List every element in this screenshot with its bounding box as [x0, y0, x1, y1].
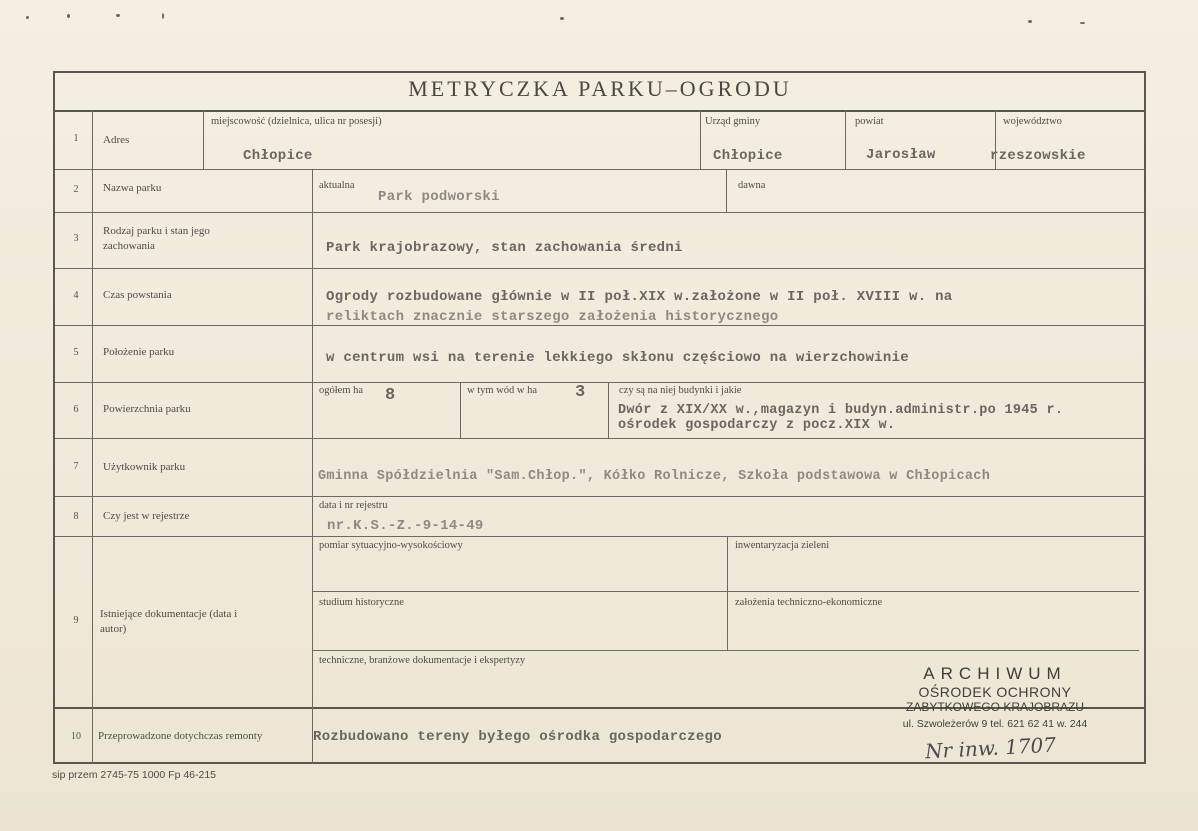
row-number: 3	[73, 233, 79, 244]
row-label-park-type: Rodzaj parku i stan jego zachowania	[103, 225, 210, 252]
current-name-label: aktualna	[319, 180, 355, 191]
row-label-origin: Czas powstania	[103, 289, 172, 301]
col-divider	[727, 536, 728, 650]
water-area-value: 3	[575, 383, 586, 402]
ink-speck	[116, 14, 120, 17]
locality-label: miejscowość (dzielnica, ulica nr posesji)	[211, 116, 382, 127]
ink-speck	[26, 16, 29, 19]
col-divider	[608, 382, 609, 438]
archive-stamp	[880, 664, 1110, 730]
docs-divider	[312, 591, 1139, 592]
row-number: 8	[73, 511, 79, 522]
buildings-value-continued: ośrodek gospodarczy z pocz.XIX w.	[618, 418, 896, 433]
total-area-label: ogółem ha	[319, 385, 364, 396]
row-label-address: Adres	[103, 134, 130, 146]
row-label-user: Użytkownik parku	[103, 461, 186, 473]
park-user-value: Gminna Spółdzielnia "Sam.Chłop.", Kółko Rolnicze, Szkoła podstawowa w Chłopicach	[318, 469, 991, 484]
col-divider	[700, 110, 701, 169]
row-divider	[55, 169, 1145, 170]
col-divider	[203, 110, 204, 169]
row-label-location: Położenie parku	[103, 346, 175, 358]
col-divider	[312, 169, 313, 764]
gmina-label: Urząd gminy	[705, 116, 761, 127]
register-label: data i nr rejestru	[319, 500, 388, 511]
row-label-repairs: Przeprowadzone dotychczas remonty	[98, 730, 263, 742]
powiat-value: Jarosław	[866, 147, 936, 163]
green-inventory-label: inwentaryzacja zieleni	[735, 540, 830, 551]
row-number: 6	[73, 404, 79, 415]
col-divider	[460, 382, 461, 438]
powiat-label: powiat	[855, 116, 884, 127]
ink-speck	[560, 17, 564, 20]
survey-doc-label: pomiar sytuacyjno-wysokościowy	[319, 540, 463, 551]
row-number: 10	[71, 731, 81, 742]
repairs-value: Rozbudowano tereny byłego ośrodka gospodarczego	[313, 729, 722, 745]
stamp-line-landscape: ZABYTKOWEGO KRAJOBRAZU	[905, 700, 1085, 714]
stamp-line-office: OŚRODEK OCHRONY	[918, 684, 1072, 700]
row-label-register: Czy jest w rejestrze	[103, 510, 190, 522]
technical-docs-label: techniczne, branżowe dokumentacje i ekspertyzy	[319, 655, 526, 666]
technical-economic-label: założenia techniczno-ekonomiczne	[735, 597, 883, 608]
handwritten-inventory-number: Nr inw. 1707	[924, 732, 1057, 764]
locality-value: Chłopice	[243, 148, 313, 164]
ink-speck	[1028, 20, 1032, 23]
buildings-label: czy są na niej budynki i jakie	[619, 385, 742, 396]
register-value: nr.K.S.-Z.-9-14-49	[327, 518, 484, 534]
origin-value-continued: reliktach znacznie starszego założenia historycznego	[326, 309, 779, 325]
row-number: 2	[73, 184, 79, 195]
row-divider	[55, 438, 1145, 439]
row-number: 1	[73, 133, 79, 144]
col-divider	[845, 110, 846, 169]
form-title: METRYCZKA PARKU–OGRODU	[408, 76, 792, 101]
location-value: w centrum wsi na terenie lekkiego skłonu częściowo na wierzchowinie	[326, 350, 909, 366]
num-col-divider	[92, 110, 93, 764]
row-label-area: Powierzchnia parku	[103, 403, 191, 415]
current-name-value: Park podworski	[378, 189, 500, 205]
row-number: 9	[73, 615, 79, 626]
origin-value: Ogrody rozbudowane głównie w II poł.XIX w.założone w II poł. XVIII w. na	[326, 289, 953, 305]
ink-speck	[1080, 22, 1085, 24]
ink-speck	[67, 14, 70, 18]
park-type-value: Park krajobrazowy, stan zachowania średni	[326, 240, 683, 256]
row-divider	[55, 268, 1145, 269]
col-divider	[726, 169, 727, 212]
row-divider	[55, 212, 1145, 213]
former-name-label: dawna	[738, 180, 766, 191]
water-area-label: w tym wód w ha	[467, 385, 537, 396]
row-label-park-name: Nazwa parku	[103, 182, 162, 194]
total-area-value: 8	[385, 386, 396, 405]
docs-divider	[312, 650, 1139, 651]
stamp-line-address: ul. Szwoleżerów 9 tel. 621 62 41 w. 244	[902, 718, 1088, 730]
row-divider	[55, 325, 1145, 326]
row-divider	[55, 496, 1145, 497]
stamp-line-archive: ARCHIWUM	[923, 664, 1067, 683]
ink-speck	[162, 13, 164, 19]
row-label-documentation: Istniejące dokumentacje (data i autor)	[100, 608, 238, 635]
row-number: 5	[73, 347, 79, 358]
row-divider	[55, 382, 1145, 383]
buildings-value: Dwór z XIX/XX w.,magazyn i budyn.administr.po 1945 r.	[618, 403, 1064, 418]
row-divider	[55, 536, 1145, 537]
print-code-footer: sip przem 2745-75 1000 Fp 46-215	[52, 769, 217, 781]
gmina-value: Chłopice	[713, 148, 783, 164]
voivodeship-value: rzeszowskie	[990, 148, 1086, 164]
row-number: 7	[73, 461, 79, 472]
row-number: 4	[73, 290, 79, 301]
historic-study-label: studium historyczne	[319, 597, 404, 608]
voivodeship-label: województwo	[1003, 116, 1062, 127]
row-divider	[55, 110, 1145, 112]
